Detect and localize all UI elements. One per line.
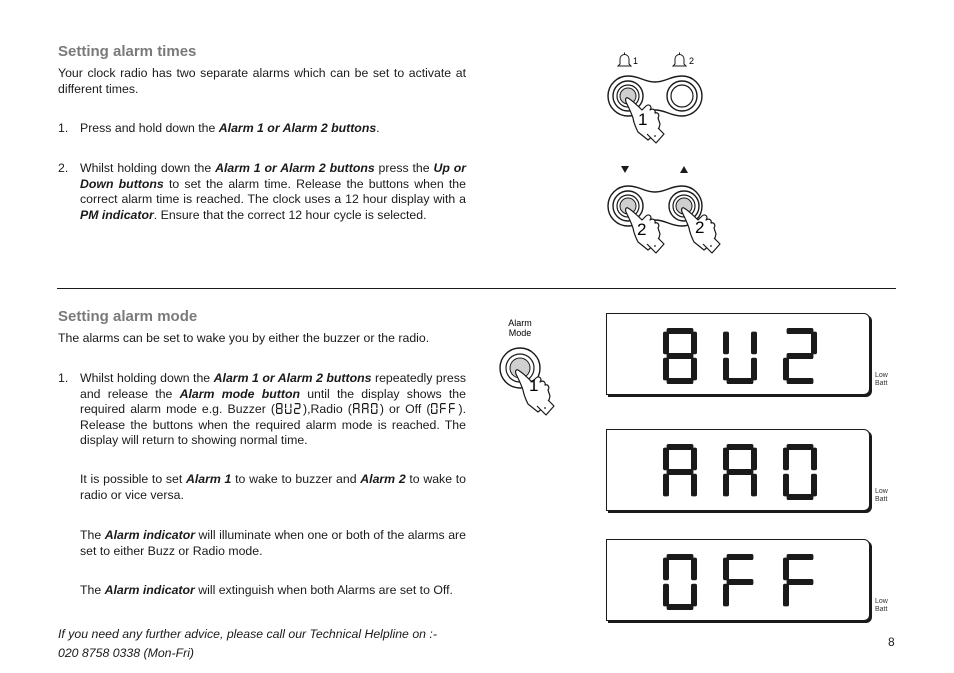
lcd-segment-e <box>783 474 789 497</box>
alarm-mode-para-2 <box>80 472 466 503</box>
finger-step-label: 1 <box>638 110 648 129</box>
section-heading-alarm-times: Setting alarm times <box>58 43 197 60</box>
step-number: 1. <box>58 121 69 135</box>
lcd-segment-g <box>787 579 814 585</box>
alarm-mode-intro: The alarms can be set to wake you by either the buzzer or the radio. <box>58 331 430 345</box>
lcd-segment-a <box>277 403 282 404</box>
lcd-digits <box>607 540 869 620</box>
alarm-mode-label-line1: Alarm <box>508 318 532 328</box>
lcd-segment-f <box>276 404 277 408</box>
lcd-segment-a <box>787 444 814 450</box>
lcd-segment-g <box>295 408 300 409</box>
lcd-segment-g <box>277 408 282 409</box>
lcd-segment-b <box>691 448 697 471</box>
lcd-segment-e <box>723 474 729 497</box>
lcd-segment-f <box>723 558 729 581</box>
step-text: ),Radio ( <box>303 402 352 417</box>
lcd-segment-g <box>787 353 814 359</box>
lcd-segment-e <box>783 358 789 381</box>
lcd-segment-f <box>371 404 372 408</box>
bell-icon <box>618 53 631 67</box>
hand-dot <box>710 245 712 247</box>
lcd-segment-c <box>691 584 697 607</box>
lcd-segment-e <box>440 409 441 413</box>
lcd-segment-b <box>290 404 291 408</box>
lcd-segment-b <box>751 332 757 355</box>
lcd-segment-c <box>290 409 291 413</box>
lcd-digits <box>607 430 869 510</box>
inline-lcd-buz <box>275 402 303 415</box>
low-label: Low <box>875 598 888 605</box>
lcd-segment-e <box>663 474 669 497</box>
para-emphasis: Alarm indicator <box>104 528 196 542</box>
lcd-segment-a <box>787 328 814 334</box>
lcd-segment-d <box>727 378 754 384</box>
bell-1-label: 1 <box>633 56 639 66</box>
alarm-times-intro: Your clock radio has two separate alarms which can be set to activate at different times. <box>58 66 466 96</box>
lcd-segment-d <box>667 378 694 384</box>
lcd-segment-b <box>691 558 697 581</box>
lcd-segment-g <box>727 469 754 475</box>
lcd-segment-g <box>667 353 694 359</box>
lcd-segment-b <box>811 448 817 471</box>
lcd-segment-a <box>727 444 754 450</box>
alarm-mode-step-1 <box>58 371 466 449</box>
inline-lcd-rad <box>352 402 380 415</box>
section-heading-alarm-mode: Setting alarm mode <box>58 308 198 325</box>
lcd-segment-c <box>751 358 757 381</box>
lcd-segment-a <box>363 403 368 404</box>
step-text: ). Release the buttons when the required alarm mode is reached. The display will return to showing normal time. <box>80 402 466 448</box>
finger-step-label: 1 <box>529 376 539 395</box>
lcd-segment-d <box>372 413 377 414</box>
lcd-segment-e <box>663 584 669 607</box>
alarm-mode-button-figure <box>492 316 572 416</box>
lcd-segment-f <box>783 448 789 471</box>
bell-2-label: 2 <box>689 56 695 66</box>
batt-label: Batt <box>875 606 888 613</box>
step-text: Whilst holding down the <box>80 371 214 385</box>
lcd-digits <box>607 314 869 394</box>
lcd-segment-b <box>376 404 377 408</box>
lcd-segment-e <box>723 358 729 381</box>
lcd-segment-b <box>437 404 438 408</box>
bell-icon <box>673 53 686 67</box>
lcd-segment-d <box>295 413 300 414</box>
lcd-segment-g <box>354 408 359 409</box>
lcd-segment-a <box>372 403 377 404</box>
alarm-mode-label-line2: Mode <box>508 328 532 338</box>
para-text: The <box>80 583 105 597</box>
lcd-segment-f <box>663 558 669 581</box>
para-text: will illuminate when one or both of the alarms are set to either Buzz or Radio mode. <box>80 528 466 558</box>
helpline-note: If you need any further advice, please call our Technical Helpline on :- <box>58 627 437 641</box>
lcd-segment-b <box>751 448 757 471</box>
up-down-buttons-figure <box>600 158 732 258</box>
alarm-mode-para-4 <box>80 583 466 599</box>
para-text: to wake to radio or vice versa. <box>80 472 466 502</box>
down-arrow-icon <box>621 166 629 173</box>
lcd-segment-a <box>667 554 694 560</box>
lcd-segment-d <box>667 604 694 610</box>
lcd-segment-e <box>723 584 729 607</box>
para-emphasis: Alarm indicator <box>104 583 195 597</box>
page-number: 8 <box>888 635 895 649</box>
lcd-segment-c <box>691 474 697 497</box>
para-text: It is possible to set <box>80 472 186 486</box>
lcd-segment-e <box>431 409 432 413</box>
step-emphasis: Alarm mode button <box>179 386 300 401</box>
lcd-segment-c <box>811 474 817 497</box>
step-text: . Ensure that the correct 12 hour cycle is selected. <box>153 207 427 222</box>
para-text: will extinguish when both Alarms are set to Off. <box>194 583 453 597</box>
alarm-times-step-1 <box>58 121 466 137</box>
lcd-segment-a <box>432 403 437 404</box>
lcd-segment-b <box>299 404 300 408</box>
para-emphasis: Alarm 1 <box>186 472 232 486</box>
step-text: ) or Off ( <box>379 402 431 417</box>
lcd-segment-a <box>295 403 300 404</box>
lcd-segment-d <box>286 413 291 414</box>
lcd-segment-g <box>450 408 455 409</box>
lcd-segment-e <box>285 409 286 413</box>
low-label: Low <box>875 372 888 379</box>
batt-label: Batt <box>875 496 888 503</box>
batt-label: Batt <box>875 380 888 387</box>
low-batt-indicator <box>875 372 888 388</box>
lcd-segment-c <box>281 409 282 413</box>
lcd-segment-e <box>783 584 789 607</box>
step-emphasis: Alarm 1 or Alarm 2 buttons <box>215 161 375 175</box>
low-batt-indicator <box>875 488 888 504</box>
lcd-segment-f <box>353 404 354 408</box>
alarm-times-step-2 <box>58 161 466 223</box>
step-text: . <box>376 121 380 135</box>
lcd-segment-f <box>362 404 363 408</box>
para-emphasis: Alarm 2 <box>360 472 406 486</box>
lcd-segment-b <box>367 404 368 408</box>
lcd-segment-e <box>362 409 363 413</box>
finger-step-label: 2 <box>637 220 647 239</box>
lcd-segment-c <box>367 409 368 413</box>
lcd-segment-g <box>667 469 694 475</box>
step-emphasis: Alarm 1 or Alarm 2 buttons <box>218 121 377 135</box>
lcd-segment-c <box>437 409 438 413</box>
lcd-segment-f <box>440 404 441 408</box>
lcd-segment-d <box>277 413 282 414</box>
inline-lcd-off <box>430 402 458 415</box>
lcd-segment-b <box>281 404 282 408</box>
alarm-mode-para-3 <box>80 528 466 559</box>
step-emphasis: Alarm 1 or Alarm 2 buttons <box>213 371 372 385</box>
lcd-segment-e <box>353 409 354 413</box>
lcd-segment-a <box>354 403 359 404</box>
hand-dot <box>654 135 656 137</box>
lcd-segment-e <box>276 409 277 413</box>
step-text: to set the alarm time. Release the buttons when the correct alarm time is reached. The clock uses a 12 hour display with a <box>80 176 466 207</box>
lcd-segment-c <box>691 358 697 381</box>
lcd-segment-g <box>363 408 368 409</box>
lcd-segment-e <box>663 358 669 381</box>
lcd-segment-f <box>663 448 669 471</box>
lcd-segment-f <box>663 332 669 355</box>
lcd-segment-g <box>441 408 446 409</box>
lcd-segment-e <box>294 409 295 413</box>
lcd-segment-f <box>431 404 432 408</box>
alarm-2-button[interactable] <box>667 81 697 111</box>
step-text: repeatedly press and release the <box>80 371 466 401</box>
lcd-segment-b <box>811 332 817 355</box>
lcd-segment-a <box>441 403 446 404</box>
step-number: 1. <box>58 371 69 385</box>
lcd-segment-c <box>751 474 757 497</box>
step-text: Whilst holding down the <box>80 161 216 175</box>
section-divider <box>57 288 896 289</box>
hand-dot <box>654 245 656 247</box>
lcd-segment-f <box>723 332 729 355</box>
lcd-segment-c <box>358 409 359 413</box>
lcd-segment-a <box>450 403 455 404</box>
step-text: press the <box>374 161 434 175</box>
step-text: Press and hold down the <box>80 121 219 135</box>
lcd-segment-e <box>449 409 450 413</box>
lcd-display-off <box>606 539 888 621</box>
lcd-segment-d <box>787 494 814 500</box>
lcd-segment-f <box>449 404 450 408</box>
finger-step-label: 2 <box>695 218 705 237</box>
lcd-display-radio <box>606 429 888 511</box>
lcd-segment-f <box>285 404 286 408</box>
step-text: until the display shows the required alarm mode e.g. Buzzer ( <box>80 386 466 417</box>
up-arrow-icon <box>680 166 688 173</box>
step-emphasis: Up or Down buttons <box>80 161 466 191</box>
lcd-segment-b <box>691 332 697 355</box>
alarm-buttons-figure <box>600 48 710 148</box>
para-text: The <box>80 528 105 542</box>
hand-dot <box>544 407 546 409</box>
lcd-segment-a <box>727 554 754 560</box>
low-label: Low <box>875 488 888 495</box>
lcd-segment-f <box>783 558 789 581</box>
lcd-segment-d <box>432 413 437 414</box>
lcd-display-buzzer <box>606 313 888 395</box>
helpline-number: 020 8758 0338 (Mon-Fri) <box>58 646 195 660</box>
lcd-segment-g <box>727 579 754 585</box>
lcd-segment-a <box>667 328 694 334</box>
lcd-segment-f <box>723 448 729 471</box>
low-batt-indicator <box>875 598 888 614</box>
lcd-segment-c <box>376 409 377 413</box>
lcd-segment-d <box>787 378 814 384</box>
lcd-segment-e <box>371 409 372 413</box>
para-text: to wake to buzzer and <box>231 472 361 486</box>
lcd-segment-b <box>358 404 359 408</box>
lcd-segment-a <box>787 554 814 560</box>
step-number: 2. <box>58 161 69 175</box>
step-emphasis: PM indicator <box>80 207 154 222</box>
lcd-segment-a <box>667 444 694 450</box>
